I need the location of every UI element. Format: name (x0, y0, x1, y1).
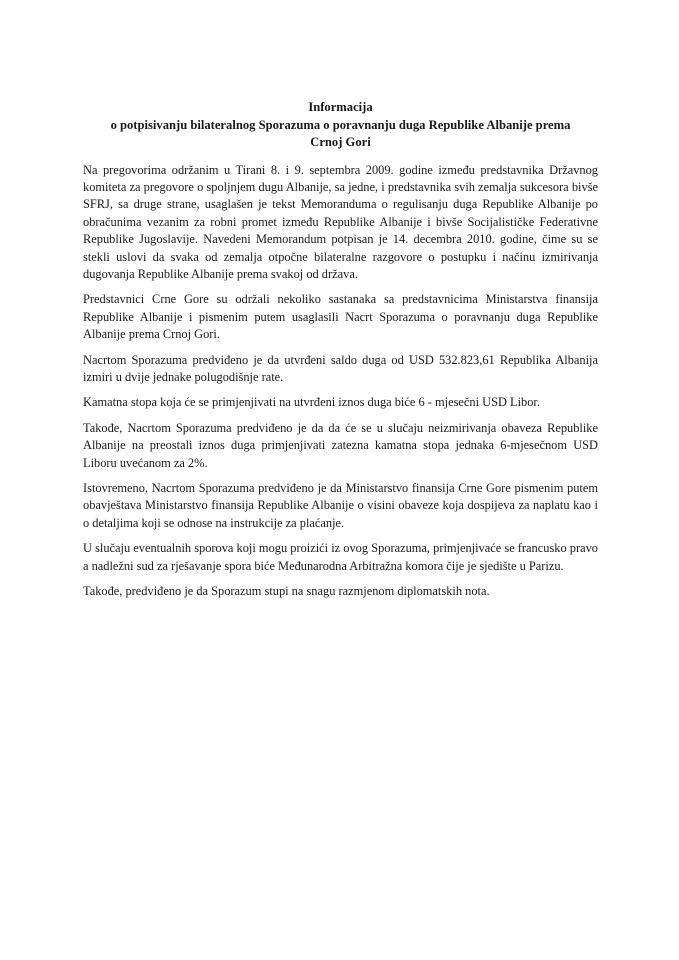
paragraph-1: Na pregovorima održanim u Tirani 8. i 9. septembra 2009. godine između predstavnika Državnog komiteta za pregovore o spoljnjem dugu Albanije, sa jedne, i predstavnika svih zemalja sukcesora bivše SFRJ, sa druge strane, usaglašen je tekst Memoranduma o regulisanju duga Republike Albanije po obračunima vezanim za robni promet između Republike Albanije i bivše Socijalističke Federativne Republike Jugoslavije. Navedeni Memorandum potpisan je 14. decembra 2010. godine, čime su se stekli uslovi da svaka od zemalja otpočne bilateralne razgovore o postupku i načinu izmirivanja dugovanja Republike Albanije prema svakoj od država. (83, 162, 598, 281)
title-line-2: o potpisivanju bilateralnog Sporazuma o poravnanju duga Republike Albanije prema (110, 117, 571, 132)
title-line-3: Crnoj Gori (310, 135, 371, 149)
document-title (83, 99, 598, 152)
paragraph-6: Istovremeno, Nacrtom Sporazuma predviđeno je da Ministarstvo finansija Crne Gore pismenim putem obavještava Ministarstvo finansija Republike Albanije o visini obaveze koja dospijeva za naplatu kao i o detaljima koji se odnose na instrukcije za plaćanje. (83, 481, 598, 530)
title-line-1: Informacija (308, 100, 373, 114)
paragraph-7: U slučaju eventualnih sporova koji mogu proizići iz ovog Sporazuma, primjenjivaće se francusko pravo a nadležni sud za rješavanje spora biće Međunarodna Arbitražna komora čije je sjedište u Parizu. (83, 541, 598, 573)
paragraph-3: Nacrtom Sporazuma predviđeno je da utvrđeni saldo duga od USD 532.823,61 Republika Albanija izmiri u dvije jednake polugodišnje rate. (83, 352, 598, 384)
paragraph-5: Takođe, Nacrtom Sporazuma predviđeno je da da će se u slučaju neizmirivanja obaveza Republike Albanije na preostali iznos duga primjenjivati zatezna kamatna stopa jednaka 6-mjesečnom USD Liboru uvećanom za 2%. (83, 420, 598, 470)
paragraph-2: Predstavnici Crne Gore su održali nekoliko sastanaka sa predstavnicima Ministarstva finansija Republike Albanije i pismenim putem usaglasili Nacrt Sporazuma o poravnanju duga Republike Albanije prema Crnoj Gori. (83, 292, 598, 342)
document-page (83, 99, 598, 608)
paragraph-8: Takođe, predviđeno je da Sporazum stupi na snagu razmjenom diplomatskih nota. (83, 584, 490, 599)
document-body (83, 162, 598, 601)
paragraph-4: Kamatna stopa koja će se primjenjivati na utvrđeni iznos duga biće 6 - mjesečni USD Libor. (83, 395, 540, 410)
